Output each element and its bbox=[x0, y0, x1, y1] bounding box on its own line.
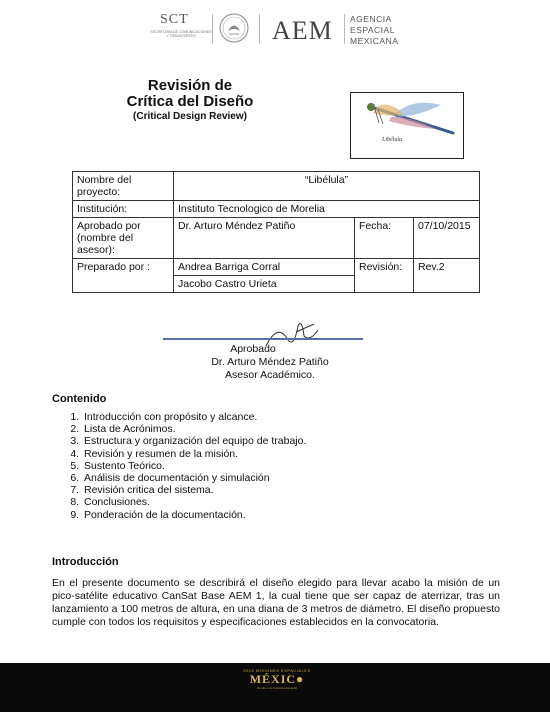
list-item: 3. Estructura y organización del equipo de trabajo. bbox=[82, 435, 306, 447]
footer-logo bbox=[242, 668, 312, 690]
list-item: 7. Revisión critica del sistema. bbox=[82, 484, 306, 496]
introduction-heading: Introducción bbox=[52, 556, 119, 568]
list-item: 8. Conclusiones. bbox=[82, 496, 306, 508]
prepared-by-value: Jacobo Castro Urieta bbox=[174, 276, 355, 293]
header-divider bbox=[259, 14, 260, 44]
list-item: 4. Revisión y resumen de la misión. bbox=[82, 448, 306, 460]
signature-line bbox=[163, 338, 363, 340]
footer-logo-main bbox=[242, 673, 312, 686]
revision-value: Rev.2 bbox=[414, 259, 480, 293]
header-divider bbox=[344, 14, 345, 44]
agency-line: ESPACIAL bbox=[350, 25, 395, 35]
institution-value: Instituto Tecnologico de Morelia bbox=[174, 201, 480, 218]
contents-heading: Contenido bbox=[52, 393, 107, 405]
approval-block bbox=[170, 343, 370, 382]
list-item: 9. Ponderación de la documentación. bbox=[82, 509, 306, 521]
document-title bbox=[95, 78, 285, 124]
agency-name bbox=[350, 14, 398, 47]
agency-line: AGENCIA bbox=[350, 14, 392, 24]
dragonfly-icon bbox=[351, 93, 463, 158]
institution-label: Institución: bbox=[73, 201, 174, 218]
approved-by-label: Aprobado por (nombre del asesor): bbox=[73, 218, 174, 259]
sct-subtitle: SECRETARÍA DE COMUNICACIONES Y TRANSPORTES bbox=[150, 30, 212, 38]
list-item: 1. Introducción con propósito y alcance. bbox=[82, 411, 306, 423]
project-info-table bbox=[72, 171, 480, 293]
mexico-seal-icon bbox=[218, 12, 250, 44]
aem-logo-text: AEM bbox=[272, 16, 333, 45]
contents-list bbox=[52, 411, 306, 521]
project-name-label: Nombre del proyecto: bbox=[73, 172, 174, 201]
list-item: 5. Sustento Teórico. bbox=[82, 460, 306, 472]
prepared-by-value: Andrea Barriga Corral bbox=[174, 259, 355, 276]
introduction-paragraph: En el presente documento se describirá el diseño elegido para llevar acabo la misión de un pico-satélite educativo CanSat Base AEM 1, la cual tiene que ser capaz de aterrizar, tras un lanzamiento a 100 metros de altura, en una diana de 3 metros de diámetro. El diseño propuesto cumple con todos los requisitos y especificaciones establecidos en la convocatoria. bbox=[52, 577, 500, 628]
prepared-by-label: Preparado por : bbox=[73, 259, 174, 293]
footer-logo-word: MÉXIC bbox=[249, 672, 297, 686]
revision-label: Revisión: bbox=[355, 259, 414, 293]
agency-line: MEXICANA bbox=[350, 36, 399, 46]
header-divider bbox=[212, 14, 213, 44]
project-logo bbox=[350, 92, 464, 159]
approver-name: Dr. Arturo Méndez Patiño bbox=[211, 356, 329, 368]
project-name-value: “Libélula” bbox=[174, 172, 480, 201]
list-item: 2. Lista de Acrónimos. bbox=[82, 423, 306, 435]
date-value: 07/10/2015 bbox=[414, 218, 480, 259]
date-label: Fecha: bbox=[355, 218, 414, 259]
approval-status: Aprobado bbox=[230, 343, 276, 355]
list-item: 6. Análisis de documentación y simulación bbox=[82, 472, 306, 484]
title-line: Crítica del Diseño bbox=[126, 93, 254, 110]
approved-by-value: Dr. Arturo Méndez Patiño bbox=[174, 218, 355, 259]
table-row bbox=[73, 172, 480, 201]
sct-logo-text: SCT bbox=[160, 12, 189, 27]
title-line: Revisión de bbox=[147, 77, 233, 94]
footer-logo-tagline: Rumbo a la Industria Espacial bbox=[257, 686, 297, 690]
approver-role: Asesor Académico. bbox=[225, 369, 315, 381]
logo-caption: Libélula bbox=[382, 137, 403, 143]
table-row bbox=[73, 259, 480, 276]
table-row bbox=[73, 201, 480, 218]
globe-icon: ● bbox=[296, 672, 305, 686]
table-row bbox=[73, 218, 480, 259]
title-subtitle: (Critical Design Review) bbox=[133, 111, 247, 122]
footer-logo-top: 2015 MISIONES ESPACIALES bbox=[243, 668, 311, 673]
